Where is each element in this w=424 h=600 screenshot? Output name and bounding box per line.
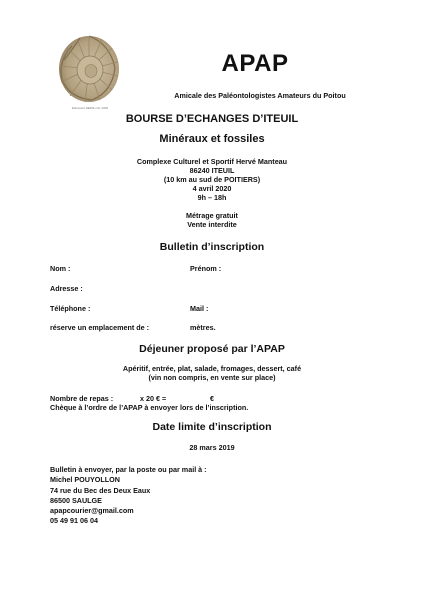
contact-phone: 05 49 91 06 04	[50, 516, 98, 526]
form-prenom-label: Prénom :	[190, 264, 222, 273]
event-city: 86240 ITEUIL	[189, 166, 235, 175]
event-location-note: (10 km au sud de POITIERS)	[163, 175, 261, 184]
form-adresse-label: Adresse :	[50, 284, 83, 293]
org-full-name: Amicale des Paléontologistes Amateurs du Poitou	[174, 91, 346, 100]
contact-name: Michel POUYOLLON	[50, 475, 120, 485]
form-telephone-label: Téléphone :	[50, 304, 91, 313]
form-reserve-label: réserve un emplacement de :	[50, 323, 150, 332]
contact-email[interactable]: apapcourier@gmail.com	[50, 506, 134, 516]
deadline-heading: Date limite d’inscription	[152, 421, 272, 433]
contact-block	[50, 465, 207, 527]
lunch-price: x 20 € =	[140, 394, 167, 403]
event-subtitle: Minéraux et fossiles	[159, 133, 265, 145]
lunch-menu: Apéritif, entrée, plat, salade, fromages, dessert, café	[122, 364, 302, 373]
org-acronym: APAP	[221, 50, 289, 77]
contact-street: 74 rue du Bec des Deux Eaux	[50, 485, 151, 495]
form-heading: Bulletin d’inscription	[159, 241, 265, 253]
contact-city: 86500 SAULGE	[50, 495, 102, 505]
form-metres-label: mètres.	[190, 323, 216, 332]
event-venue: Complexe Culturel et Sportif Hervé Manteau	[136, 157, 288, 166]
lunch-repas-label: Nombre de repas :	[50, 394, 114, 403]
lunch-euro: €	[210, 394, 214, 403]
ammonite-fossil-image	[52, 30, 122, 106]
deadline-date: 28 mars 2019	[189, 443, 235, 452]
form-nom-label: Nom :	[50, 264, 71, 273]
event-date: 4 avril 2020	[192, 184, 232, 193]
fossil-caption: Manuscrit DEMS coll. 2020	[71, 106, 109, 110]
lunch-cheque-note: Chèque à l’ordre de l’APAP à envoyer lors de l’inscription.	[50, 403, 249, 412]
contact-intro: Bulletin à envoyer, par la poste ou par mail à :	[50, 465, 207, 474]
event-hours: 9h – 18h	[197, 193, 227, 202]
lunch-heading: Déjeuner proposé par l’APAP	[139, 343, 285, 355]
event-note-free: Métrage gratuit	[186, 211, 238, 220]
event-note-no-sale: Vente interdite	[187, 220, 237, 229]
lunch-menu-note: (vin non compris, en vente sur place)	[148, 373, 276, 382]
event-title: BOURSE D’ECHANGES D’ITEUIL	[125, 113, 299, 125]
form-mail-label: Mail :	[190, 304, 209, 313]
